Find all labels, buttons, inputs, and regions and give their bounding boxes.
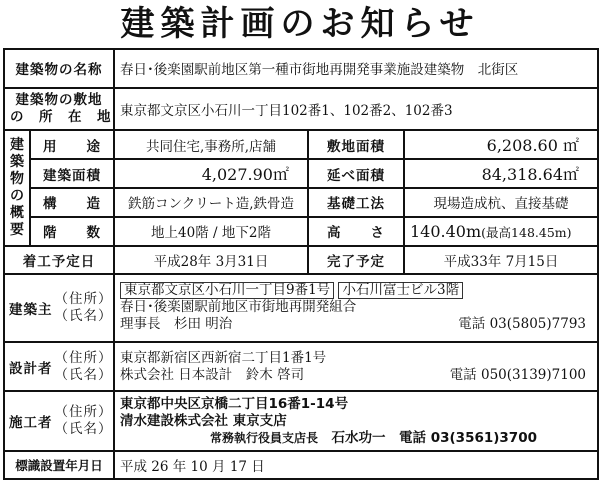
start-label: 着工予定日 bbox=[4, 246, 114, 274]
contractor-tel: 電話 03(3561)3700 bbox=[399, 429, 537, 446]
overview-char: 要 bbox=[10, 222, 24, 239]
posted-label: 標識設置年月日 bbox=[4, 451, 114, 479]
owner-title: 建築主 bbox=[9, 301, 53, 318]
floor-area-label: 延べ面積 bbox=[308, 159, 404, 188]
designer-value bbox=[114, 342, 598, 391]
row-use bbox=[4, 130, 598, 159]
owner-address-extra: 小石川富士ビル3階 bbox=[338, 282, 463, 299]
owner-addr-label: （住所） bbox=[54, 290, 113, 307]
start-value: 平成28年 3月31日 bbox=[114, 246, 308, 274]
designer-addr-label: （住所） bbox=[54, 349, 113, 366]
row-floors bbox=[4, 217, 598, 246]
owner-label bbox=[4, 274, 114, 342]
owner-org: 春日･後楽園駅前地区市街地再開発組合 bbox=[120, 299, 357, 316]
row-contractor bbox=[4, 391, 598, 451]
designer-sub-labels bbox=[55, 350, 113, 384]
row-building-name bbox=[4, 49, 598, 88]
foundation-value: 現場造成杭、直接基礎 bbox=[404, 188, 598, 217]
overview-char: 築 bbox=[10, 154, 24, 171]
overview-side-label bbox=[4, 130, 30, 246]
contractor-title: 施工者 bbox=[9, 415, 53, 432]
contractor-address: 東京都中央区京橋二丁目16番1-14号 bbox=[120, 395, 349, 412]
contractor-role: 常務執行役員支店長 bbox=[210, 430, 319, 445]
site-area-label: 敷地面積 bbox=[308, 130, 404, 159]
contractor-addr-label: （住所） bbox=[54, 404, 113, 421]
contractor-person: 石水功一 bbox=[331, 429, 386, 446]
height-label: 高 さ bbox=[308, 217, 404, 246]
contractor-sub-labels bbox=[55, 404, 113, 438]
overview-char: の bbox=[10, 188, 24, 205]
height-value: 140.40m bbox=[410, 221, 482, 241]
designer-org: 株式会社 日本設計 bbox=[120, 366, 233, 383]
contractor-value bbox=[114, 391, 598, 451]
row-designer bbox=[4, 342, 598, 391]
row-posted bbox=[4, 451, 598, 479]
height-cell bbox=[404, 217, 598, 246]
row-structure bbox=[4, 188, 598, 217]
notice-table bbox=[3, 48, 599, 480]
structure-value: 鉄筋コンクリート造,鉄骨造 bbox=[114, 188, 308, 217]
contractor-label bbox=[4, 391, 114, 451]
owner-person: 理事長 杉田 明治 bbox=[120, 316, 233, 333]
building-name-value: 春日･後楽園駅前地区第一種市街地再開発事業施設建築物 北街区 bbox=[114, 49, 598, 88]
notice-title: 建築計画のお知らせ bbox=[120, 4, 480, 44]
floor-area-value: 84,318.64㎡ bbox=[404, 159, 598, 188]
use-label: 用 途 bbox=[30, 130, 114, 159]
site-area-value: 6,208.60 ㎡ bbox=[404, 130, 598, 159]
building-name-label: 建築物の名称 bbox=[4, 49, 114, 88]
contractor-name-label: （氏名） bbox=[54, 421, 113, 438]
row-owner bbox=[4, 274, 598, 342]
posted-value: 平成 26 年 10 月 17 日 bbox=[114, 451, 598, 479]
designer-name-label: （氏名） bbox=[54, 366, 113, 383]
designer-address: 東京都新宿区西新宿二丁目1番1号 bbox=[120, 349, 327, 366]
row-schedule bbox=[4, 246, 598, 274]
site-label-line2: の 所 在 地 bbox=[10, 108, 112, 125]
owner-name-label: （氏名） bbox=[54, 307, 113, 324]
floors-label: 階 数 bbox=[30, 217, 114, 246]
designer-title: 設計者 bbox=[9, 360, 53, 377]
structure-label: 構 造 bbox=[30, 188, 114, 217]
end-value: 平成33年 7月15日 bbox=[404, 246, 598, 274]
end-label: 完了予定 bbox=[308, 246, 404, 274]
use-value: 共同住宅,事務所,店舗 bbox=[114, 130, 308, 159]
owner-address: 東京都文京区小石川一丁目9番1号 bbox=[120, 282, 334, 299]
row-site bbox=[4, 88, 598, 131]
floors-value: 地上40階 / 地下2階 bbox=[114, 217, 308, 246]
height-max: (最高148.45m) bbox=[481, 224, 572, 240]
site-value: 東京都文京区小石川一丁目102番1、102番2、102番3 bbox=[114, 88, 598, 131]
foundation-label: 基礎工法 bbox=[308, 188, 404, 217]
building-area-value: 4,027.90㎡ bbox=[114, 159, 308, 188]
designer-person: 鈴木 啓司 bbox=[245, 366, 305, 383]
designer-tel: 電話 050(3139)7100 bbox=[449, 366, 586, 383]
building-area-label: 建築面積 bbox=[30, 159, 114, 188]
site-label bbox=[4, 88, 114, 131]
designer-label bbox=[4, 342, 114, 391]
owner-sub-labels bbox=[55, 291, 113, 325]
owner-tel: 電話 03(5805)7793 bbox=[458, 316, 586, 333]
overview-char: 建 bbox=[10, 137, 24, 154]
overview-char: 概 bbox=[10, 205, 24, 222]
site-label-line1: 建築物の敷地 bbox=[15, 91, 103, 108]
owner-value bbox=[114, 274, 598, 342]
overview-char: 物 bbox=[10, 171, 24, 188]
contractor-org: 清水建設株式会社 東京支店 bbox=[120, 412, 287, 429]
row-building-area bbox=[4, 159, 598, 188]
